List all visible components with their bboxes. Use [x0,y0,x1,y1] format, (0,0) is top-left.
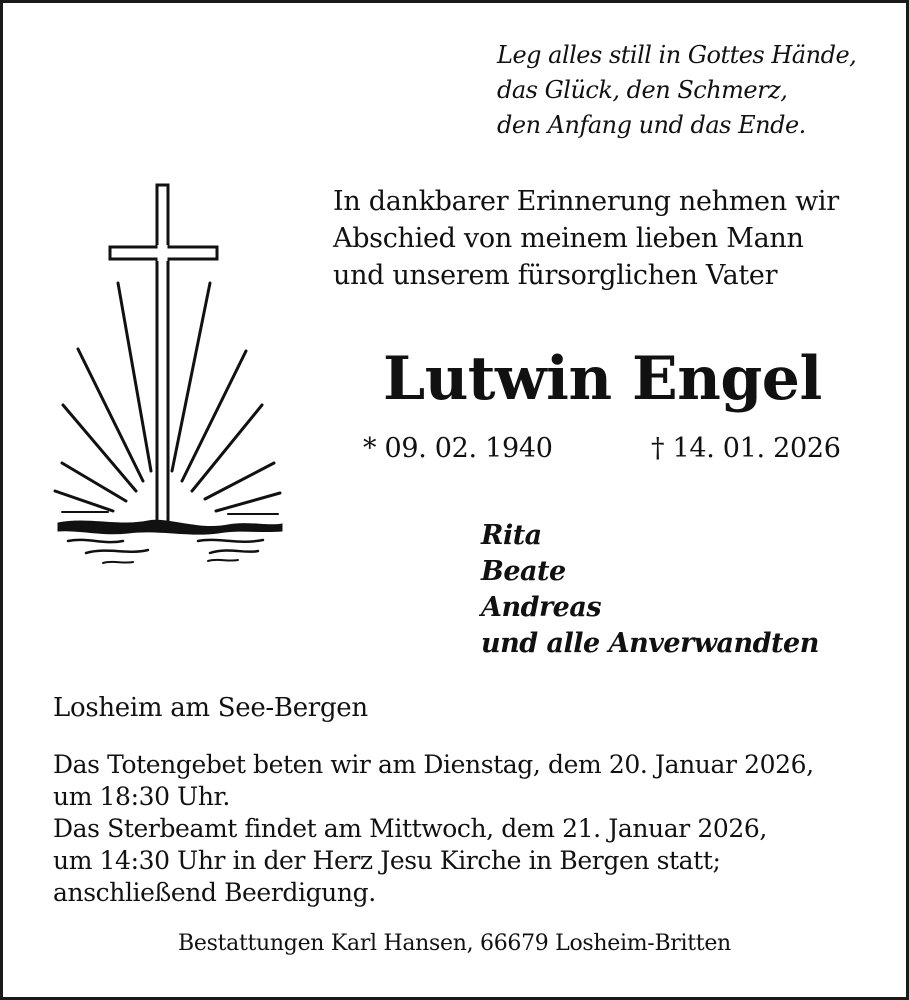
intro-line: Abschied von meinem lieben Mann [333,223,804,254]
mourner-name: und alle Anverwandten [481,628,819,659]
birth-date: * 09. 02. 1940 [363,433,553,464]
service-line: Das Sterbeamt findet am Mittwoch, dem 21. Januar 2026, [53,814,767,843]
mourner-name: Beate [481,556,566,587]
death-date: † 14. 01. 2026 [651,433,841,464]
mourner-name: Rita [481,520,542,551]
service-line: anschließend Beerdigung. [53,878,376,907]
quote-line: Leg alles still in Gottes Hände, [497,41,857,69]
service-line: Das Totengebet beten wir am Dienstag, dem 20. Januar 2026, [53,750,814,779]
intro-text [333,183,839,294]
intro-line: und unserem fürsorglichen Vater [333,260,778,291]
location: Losheim am See-Bergen [53,693,368,723]
service-details [53,749,814,909]
quote-line: den Anfang und das Ende. [497,111,806,139]
service-line: um 18:30 Uhr. [53,782,230,811]
quote-line: das Glück, den Schmerz, [497,76,788,104]
bible-quote [497,38,856,143]
mourners-list [481,518,819,662]
service-line: um 14:30 Uhr in der Herz Jesu Kirche in Bergen statt; [53,846,721,875]
cross-with-rays-icon [48,181,288,567]
deceased-name: Lutwin Engel [383,344,822,414]
mourner-name: Andreas [481,592,602,623]
intro-line: In dankbarer Erinnerung nehmen wir [333,186,839,217]
undertaker-line: Bestattungen Karl Hansen, 66679 Losheim-Britten [178,931,731,956]
